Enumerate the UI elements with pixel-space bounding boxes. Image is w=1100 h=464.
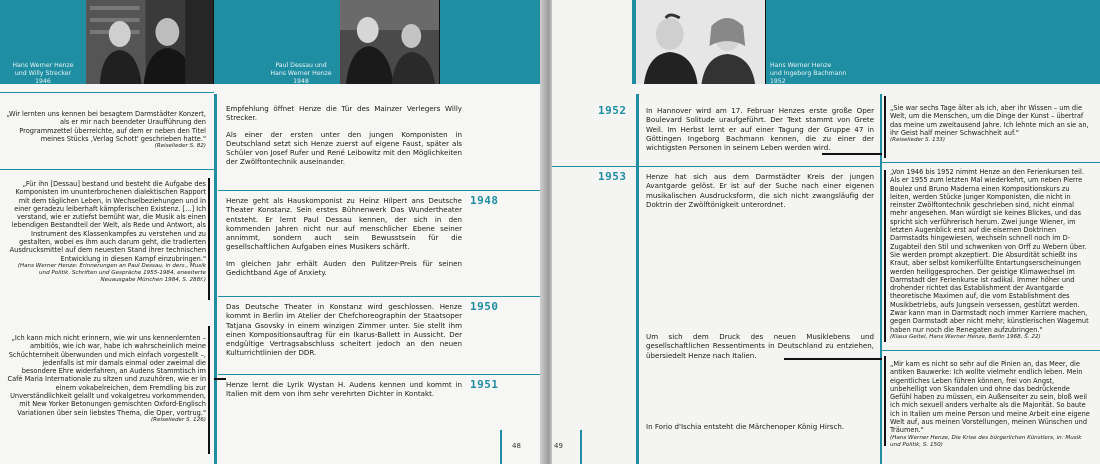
quote-italy	[890, 360, 1092, 449]
quote-source: (Reiselieder S. 126)	[150, 416, 206, 423]
right-page	[552, 0, 1100, 464]
page-number-rule	[580, 430, 582, 464]
quote-bar	[884, 356, 886, 446]
paragraph: Empfehlung öffnet Henze die Tür des Mainzer Verlegers Willy Strecker.	[226, 104, 462, 123]
paragraph: In Forio d'Ischia entsteht die Märchenoper König Hirsch.	[646, 422, 845, 431]
photo-henze-strecker	[86, 0, 214, 84]
left-page	[0, 0, 548, 464]
caption-photo-1	[0, 62, 86, 86]
page-number: 49	[554, 442, 563, 450]
year-1952: 1952	[598, 104, 627, 117]
divider	[882, 350, 1100, 351]
photo-image	[636, 0, 765, 84]
paragraph: Im gleichen Jahr erhält Auden den Pulitzer-Preis für seinen Gedichtband Age of Anxiety.	[226, 258, 462, 277]
year-1948: 1948	[470, 194, 499, 207]
caption-line: Hans Werner Henze	[270, 70, 332, 77]
caption-line: und Willy Strecker	[14, 70, 72, 77]
paragraph: In Hannover wird am 17. Februar Henzes erste große Oper Boulevard Solitude uraufgeführt. Der Text stammt von Grete Weil. Im Herbst lernt er auf einer Tagung der Gruppe 47 in Göttingen Ingeborg Bachmann kennen, die zu einer der wichtigsten Personen in seinem Leben werden wird.	[646, 106, 874, 152]
quote-source: (Hans Werner Henze: Erinnerungen an Paul Dessau, in ders., Musik und Politik. Schriften und Gespräche 1955-1984, erweiterte Neuausgabe München 1984, S. 288f.)	[17, 262, 206, 283]
quote-geitel	[890, 168, 1092, 341]
divider	[0, 169, 214, 170]
quote-auden	[6, 334, 206, 424]
timeline-rule	[214, 94, 217, 464]
quote-strecker	[6, 110, 206, 150]
quote-bar	[208, 326, 210, 454]
photo-image	[86, 0, 213, 84]
quote-text: „Mir kam es nicht so sehr auf die Pinien an, das Meer, die antiken Bauwerke: Ich wollte vielmehr endlich leben. Mein eigentliches Leben führen können, frei von Angst, unbehelligt von Skandalen und ohne das bedrückende Gefühl haben zu müssen, ein Außenseiter zu sein, bloß weil ich mich sexuell anders verhalte als die Majorität. So baute ich in Italien um meine Person und meine Arbeit eine eigene Welt auf, aus meinen Vorstellungen, meinen Wünschen und Träumen."	[890, 360, 1090, 435]
main-text-1953	[646, 172, 874, 216]
main-text-ischia	[646, 422, 874, 438]
pointer-line	[214, 378, 226, 380]
paragraph: Das Deutsche Theater in Konstanz wird geschlossen. Henze kommt in Berlin im Atelier der Chefchoreographin der Staatsoper Tatjana Gsovsky in einem winzigen Zimmer unter. Sie stellt ihm einen Kompositionsauftrag für ein Ikarus-Ballett in Aussicht. Der endgültige Vertragsabschluss scheitert jedoch an den neuen Kulturrichtlinien der DDR.	[226, 302, 462, 358]
photo-dessau-henze	[340, 0, 440, 84]
year-1950: 1950	[470, 300, 499, 313]
photo-henze-bachmann	[636, 0, 766, 84]
main-text-1951	[226, 380, 462, 406]
margin-rule	[880, 94, 882, 464]
page-number: 48	[512, 442, 521, 450]
paragraph: Als einer der ersten unter den jungen Komponisten in Deutschland setzt sich Henze zuerst auf eigene Faust, später als Schüler von Josef Rufer und René Leibowitz mit den Möglichkeiten der Zwölftontechnik auseinander.	[226, 129, 462, 167]
caption-line: Hans Werner Henze	[12, 62, 74, 69]
quote-source: (Reiselieder S. 82)	[154, 143, 206, 150]
quote-bachmann	[890, 104, 1092, 144]
year-divider-1951	[218, 374, 548, 375]
quote-dessau	[6, 180, 206, 284]
quote-bar	[884, 96, 886, 158]
caption-line: 1948	[293, 78, 309, 85]
quote-bar	[884, 170, 886, 342]
timeline-rule	[636, 94, 639, 464]
caption-line: Paul Dessau und	[275, 62, 327, 69]
year-divider-1948	[218, 190, 548, 191]
paragraph: Um sich dem Druck des neuen Musiklebens und gesellschaftlichen Ressentiments in Deutschland zu entziehen, übersiedelt Henze nach Italien.	[646, 332, 874, 360]
main-text-1946	[226, 104, 462, 174]
quote-source: (Reiselieder S. 133)	[890, 137, 946, 144]
main-text-1948	[226, 196, 462, 284]
paragraph: Henze hat sich aus dem Darmstädter Kreis der jungen Avantgarde gelöst. Er ist auf der Suche nach einer eigenen musikalischen Ausdrucksform, die sich nicht zwangsläufig der Doktrin der Zwölftönigkeit unterordnet.	[646, 172, 874, 209]
caption-line: und Ingeborg Bachmann	[770, 70, 847, 77]
quote-source: (Klaus Geitel, Hans Werner Henze, Berlin 1968, S. 22)	[890, 333, 1041, 340]
quote-text: „Ich kann mich nicht erinnern, wie wir uns kennenlernten – ambitiös, wie ich war, habe ich wahrscheinlich meine Schüchternheit überwunden und mich einfach vorgestellt –, jedenfalls ist mir damals einmal oder zweimal die besondere Ehre widerfahren, an Audens Stammtisch im Café Maria Internationale zu sitzen und zuzuhören, wie er in einem vokabelreichen, dem Fremdling bis zur Unverständlichkeit gelallt und vokalgetreu vorkommenden, mit New Yorker Betonungen gemischten Oxford-Englisch Variationen über sein liebstes Thema, die Oper, vortrug."	[7, 334, 206, 417]
caption-line: Hans Werner Henze	[770, 62, 832, 69]
quote-text: „Wir lernten uns kennen bei besagtem Darmstädter Konzert, als er mir nach beendeter Uraufführung den Programmzettel überreichte, auf dem er neben den Titel meines Stücks ‚Verlag Schott' geschrieben hatte."	[6, 110, 206, 143]
main-text-italy	[646, 332, 874, 367]
year-divider-1953	[552, 166, 880, 167]
caption-photo-2	[262, 62, 340, 86]
year-1951: 1951	[470, 378, 499, 391]
photo-image	[340, 0, 439, 84]
caption-line: 1952	[770, 78, 786, 85]
quote-bar	[208, 178, 210, 300]
main-text-1952	[646, 106, 874, 159]
quote-text: „Für ihn [Dessau] bestand und besteht die Aufgabe des Komponisten im ununterbrochenen dialektischen Rapport mit dem täglichen Leben, in Wechselbeziehungen und in einer geradezu leiberhaft kämpferischen Existenz. […] Ich verstand, wie er zutiefst bemüht war, die Musik als einen lebendigen Bestandteil der Welt, als Rede und Antwort, als Instrument des Klassenkampfes zu verstehen und zu gestalten, wobei es ihm auch darum geht, die tradierten Ausdrucksmittel auf dem neuesten Stand ihrer technischen Entwicklung in diesen Kampf einzubringen."	[9, 180, 206, 263]
quote-text: „Von 1946 bis 1952 nimmt Henze an den Ferienkursen teil. Als er 1955 zum letzten Mal wiederkehrt, um neben Pierre Boulez und Bruno Maderna einen Kompositionskurs zu leiten, werden Stücke junger Komponisten, die nicht in reinster Zwölftontechnik geschrieben sind, nicht einmal mehr angesehen. Man würdigt sie keines Blickes, und das spricht sich verführerisch herum. Zwei junge Wiener, im letzten Augenblick erst auf die eisernen Doktrinen Darmstadts hingewiesen, wechseln schnell noch im D-Zugabteil den Stil und schwenken von Orff zu Webern über. Sie werden prompt akzeptiert. Die Absurdität schießt ins Kraut, aber selbst komikerfüllte Entartungserscheinungen werden heiliggesprochen. Der geistige Klimawechsel im Darmstadt der Ferienkurse ist radikal. Immer höher und drohender richtet das Establishment der Avantgarde theoretische Maximen auf, die vom Establishment des Musikbetriebs, aufs Jungsein versessen, gestützt werden. Zwar kann man in Darmstadt noch immer Karriere machen, gegen Darmstadt aber nicht mehr; künstlerischen Wagemut haben nur noch die Renegaten aufzubringen."	[890, 168, 1089, 334]
page-number-rule	[500, 430, 502, 464]
caption-photo-3	[766, 62, 852, 86]
divider	[0, 92, 214, 93]
main-text-1950	[226, 302, 462, 365]
year-1953: 1953	[598, 170, 627, 183]
caption-line: 1946	[35, 78, 51, 85]
pointer-line	[822, 153, 882, 155]
quote-source: (Hans Werner Henze, Die Krise des bürgerlichen Künstlers, in: Musik und Politik, S. 150)	[890, 434, 1082, 448]
year-divider-1950	[218, 296, 548, 297]
pointer-line	[784, 358, 882, 360]
paragraph: Henze geht als Hauskomponist zu Heinz Hilpert ans Deutsche Theater Konstanz. Sein erstes Bühnenwerk Das Wundertheater entsteht. Er lernt Paul Dessau kennen, der sich in den kommenden Jahren nicht nur auf menschlicher Ebene seiner annimmt, sondern auch sein Bewusstsein für die gesellschaftlichen Aufgaben eines Musikers schärft.	[226, 196, 462, 252]
paragraph: Henze lernt die Lyrik Wystan H. Audens kennen und kommt in Italien mit dem von ihm sehr verehrten Dichter in Kontakt.	[226, 380, 462, 399]
quote-text: „Sie war sechs Tage älter als ich, aber ihr Wissen – um die Welt, um die Menschen, um die Dinge der Kunst – übertraf das meine um zweitausend Jahre. Ich lehnte mich an sie an, ihr Geist half meiner Schwachheit auf."	[890, 104, 1089, 137]
divider	[882, 162, 1100, 163]
